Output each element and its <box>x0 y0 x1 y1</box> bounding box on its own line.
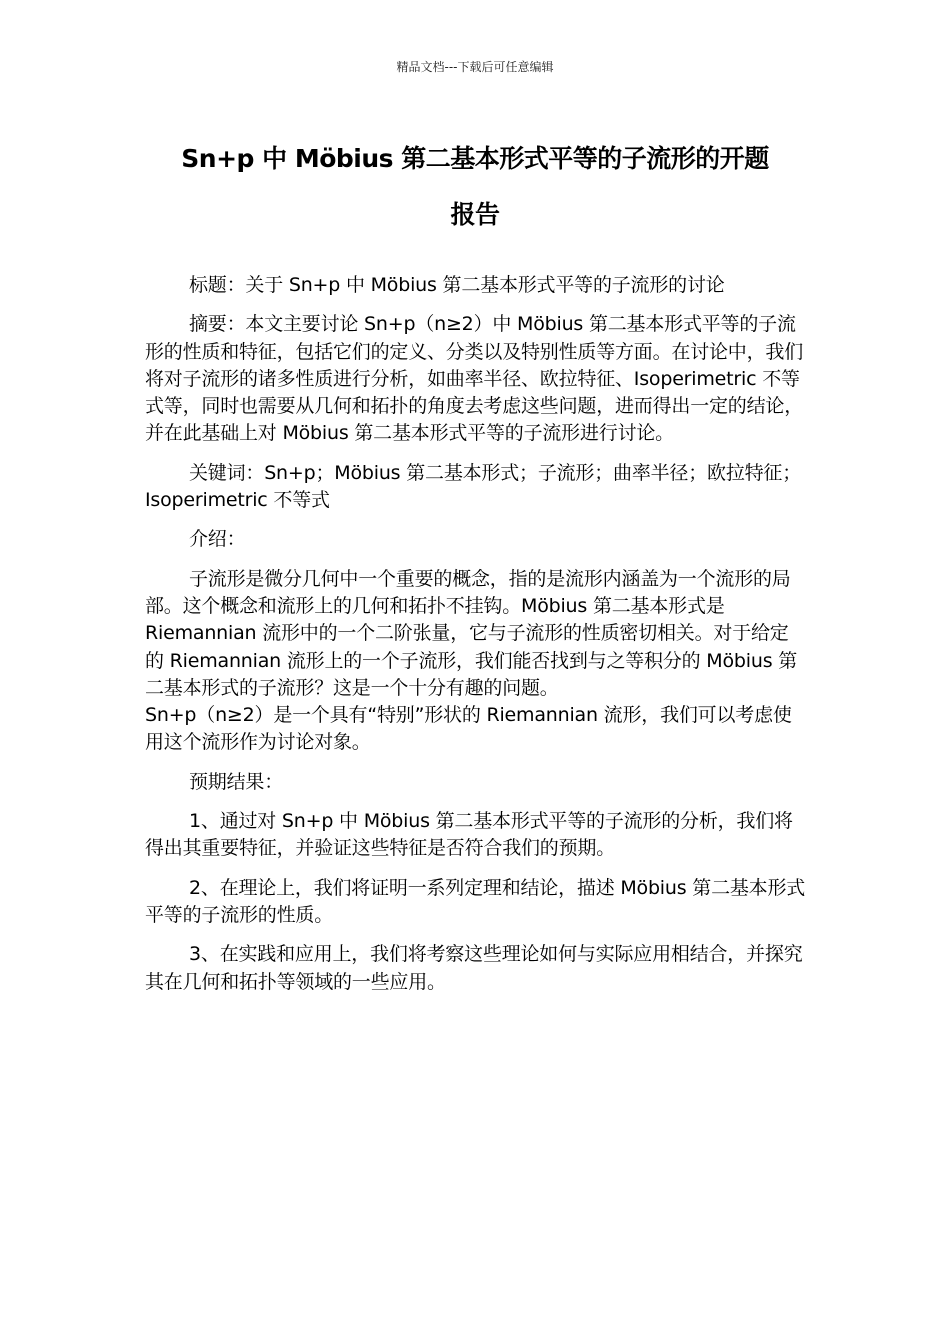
expected-result-3: 3、在实践和应用上，我们将考察这些理论如何与实际应用相结合，并探究其在几何和拓扑等领域的一些应用。 <box>145 943 803 993</box>
introduction-paragraph: 子流形是微分几何中一个重要的概念，指的是流形内涵盖为一个流形的局部。这个概念和流形上的几何和拓扑不挂钩。Möbius 第二基本形式是 Riemannian 流形中的一个二阶张量，它与子流形的性质密切相关。对于给定的 Riemannian 流形上的一个子流形，我们能否找到与之等积分的 Möbius 第二基本形式的子流形？这是一个十分有趣的问题。 <box>145 567 798 699</box>
document-body <box>145 272 807 1008</box>
expected-result-1: 1、通过对 Sn+p 中 Möbius 第二基本形式平等的子流形的分析，我们将得出其重要特征，并验证这些特征是否符合我们的预期。 <box>145 810 793 860</box>
expected-result-2: 2、在理论上，我们将证明一系列定理和结论，描述 Möbius 第二基本形式平等的子流形的性质。 <box>145 876 806 926</box>
introduction-paragraph-continued: Sn+p（n≥2）是一个具有“特别”形状的 Riemannian 流形，我们可以考虑使用这个流形作为讨论对象。 <box>145 704 792 754</box>
abstract-paragraph: 摘要：本文主要讨论 Sn+p（n≥2）中 Möbius 第二基本形式平等的子流形的性质和特征，包括它们的定义、分类以及特别性质等方面。在讨论中，我们将对子流形的诸多性质进行分析，如曲率半径、欧拉特征、Isoperimetric 不等式等，同时也需要从几何和拓扑的角度去考虑这些问题，进而得出一定的结论，并在此基础上对 Möbius 第二基本形式平等的子流形进行讨论。 <box>145 313 804 445</box>
keywords-paragraph: 关键词：Sn+p；Möbius 第二基本形式；子流形；曲率半径；欧拉特征；Isoperimetric 不等式 <box>145 461 802 512</box>
document-title-line-1: Sn+p 中 Möbius 第二基本形式平等的子流形的开题 <box>181 144 769 173</box>
expected-results-heading: 预期结果： <box>189 770 284 793</box>
introduction-heading: 介绍： <box>189 528 246 551</box>
page-header-note: 精品文档---下载后可任意编辑 <box>396 60 554 74</box>
document-title-line-2: 报告 <box>450 200 500 229</box>
subject-paragraph: 标题：关于 Sn+p 中 Möbius 第二基本形式平等的子流形的讨论 <box>189 274 725 296</box>
